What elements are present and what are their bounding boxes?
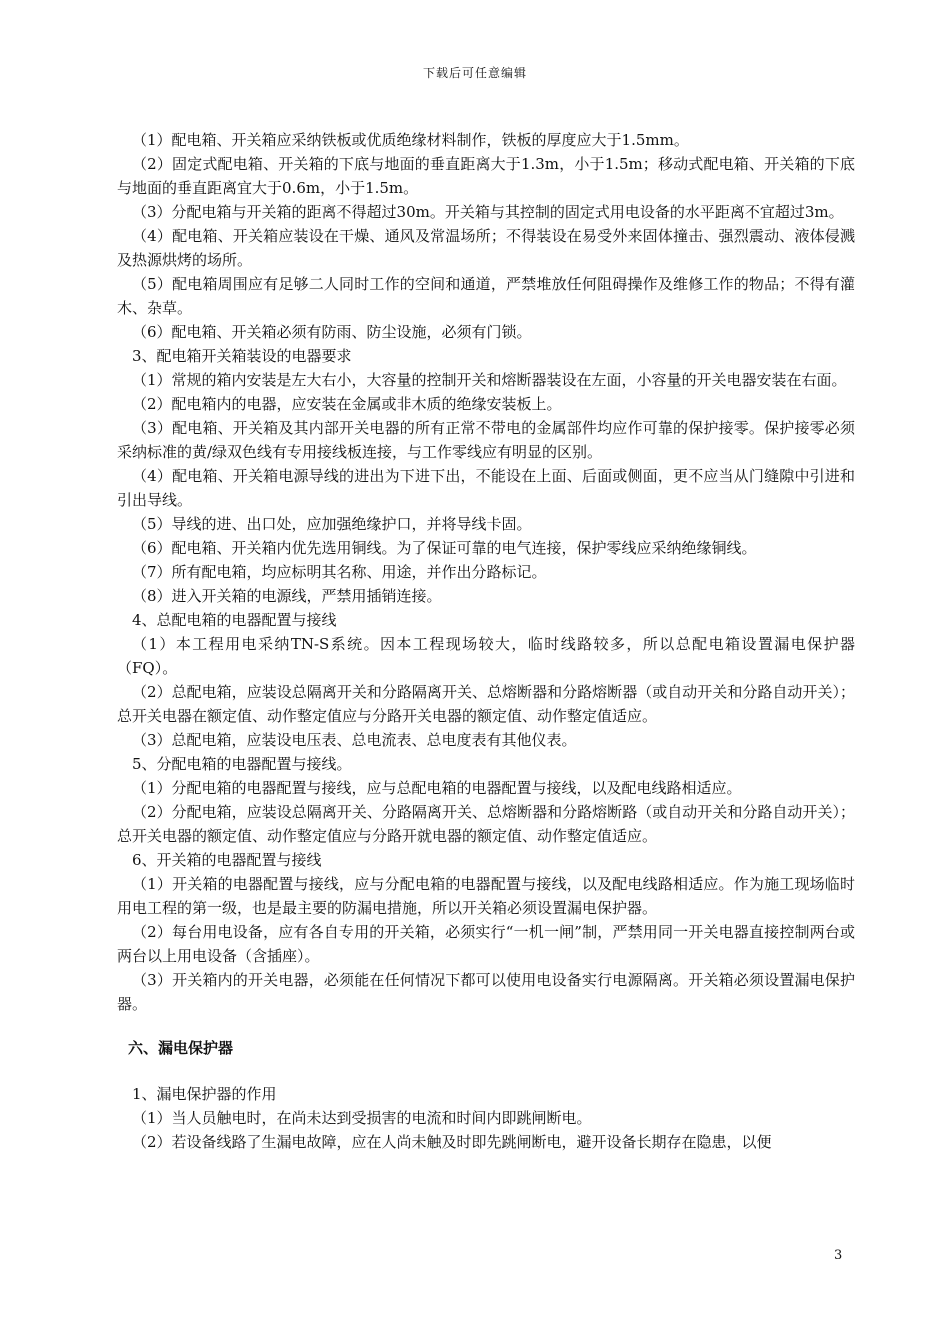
paragraph: （7）所有配电箱，均应标明其名称、用途，并作出分路标记。 xyxy=(132,563,547,581)
paragraph: （1）当人员触电时，在尚未达到受损害的电流和时间内即跳闸断电。 xyxy=(132,1109,592,1127)
paragraph: 4、总配电箱的电器配置与接线 xyxy=(132,611,337,629)
paragraph: （5）配电箱周围应有足够二人同时工作的空间和通道，严禁堆放任何阻碍操作及维修工作的物品；不得有灌木、杂草。 xyxy=(117,275,855,317)
paragraph: （5）导线的进、出口处，应加强绝缘护口，并将导线卡固。 xyxy=(132,515,532,533)
page-header: 下载后可任意编辑 xyxy=(422,66,527,80)
paragraph: （2）每台用电设备，应有各自专用的开关箱，必须实行“一机一闸”制，严禁用同一开关电器直接控制两台或两台以上用电设备（含插座）。 xyxy=(117,923,855,965)
paragraph: （1）配电箱、开关箱应采纳铁板或优质绝缘材料制作，铁板的厚度应大于1.5mm。 xyxy=(132,131,689,149)
paragraph: （1）分配电箱的电器配置与接线，应与总配电箱的电器配置与接线，以及配电线路相适应。 xyxy=(132,779,742,797)
paragraph: （2）若设备线路了生漏电故障，应在人尚未触及时即先跳闸断电，避开设备长期存在隐患，以便 xyxy=(132,1133,772,1151)
page-number: 3 xyxy=(834,1248,843,1263)
paragraph: （1）常规的箱内安装是左大右小，大容量的控制开关和熔断器装设在左面，小容量的开关电器安装在右面。 xyxy=(132,371,847,389)
paragraph: （3）总配电箱，应装设电压表、总电流表、总电度表有其他仪表。 xyxy=(132,731,577,749)
paragraph: （2）总配电箱，应装设总隔离开关和分路隔离开关、总熔断器和分路熔断器（或自动开关和分路自动开关）；总开关电器在额定值、动作整定值应与分路开关电器的额定值、动作整定值适应。 xyxy=(117,683,855,725)
paragraphs-before xyxy=(117,128,855,1016)
paragraphs-after xyxy=(117,1082,855,1154)
paragraph: （8）进入开关箱的电源线，严禁用插销连接。 xyxy=(132,587,442,605)
paragraph: （6）配电箱、开关箱内优先选用铜线。为了保证可靠的电气连接，保护零线应采纳绝缘铜线。 xyxy=(132,539,757,557)
paragraph: 3、配电箱开关箱装设的电器要求 xyxy=(132,347,352,365)
paragraph: （2）固定式配电箱、开关箱的下底与地面的垂直距离大于1.3m，小于1.5m；移动式配电箱、开关箱的下底与地面的垂直距离宜大于0.6m，小于1.5m。 xyxy=(117,155,855,197)
paragraph: （3）开关箱内的开关电器，必须能在任何情况下都可以使用电设备实行电源隔离。开关箱必须设置漏电保护器。 xyxy=(117,971,855,1013)
paragraph: 1、漏电保护器的作用 xyxy=(132,1085,277,1103)
section-title: 六、漏电保护器 xyxy=(128,1039,234,1057)
document-body xyxy=(117,128,855,1154)
paragraph: 6、开关箱的电器配置与接线 xyxy=(132,851,322,869)
paragraph: （3）配电箱、开关箱及其内部开关电器的所有正常不带电的金属部件均应作可靠的保护接零。保护接零必须采纳标准的黄/绿双色线有专用接线板连接，与工作零线应有明显的区别。 xyxy=(117,419,855,461)
paragraph: 5、分配电箱的电器配置与接线。 xyxy=(132,755,352,773)
paragraph: （4）配电箱、开关箱电源导线的进出为下进下出，不能设在上面、后面或侧面，更不应当从门缝隙中引进和引出导线。 xyxy=(117,467,855,509)
paragraph: （1）本工程用电采纳TN-S系统。因本工程现场较大，临时线路较多，所以总配电箱设置漏电保护器（FQ）。 xyxy=(117,635,855,677)
paragraph: （6）配电箱、开关箱必须有防雨、防尘设施，必须有门锁。 xyxy=(132,323,532,341)
paragraph: （4）配电箱、开关箱应装设在干燥、通风及常温场所；不得装设在易受外来固体撞击、强烈震动、液体侵溅及热源烘烤的场所。 xyxy=(117,227,855,269)
paragraph: （3）分配电箱与开关箱的距离不得超过30m。开关箱与其控制的固定式用电设备的水平距离不宜超过3m。 xyxy=(132,203,844,221)
paragraph: （1）开关箱的电器配置与接线，应与分配电箱的电器配置与接线，以及配电线路相适应。作为施工现场临时用电工程的第一级，也是最主要的防漏电措施，所以开关箱必须设置漏电保护器。 xyxy=(117,875,855,917)
paragraph: （2）分配电箱，应装设总隔离开关、分路隔离开关、总熔断器和分路熔断路（或自动开关和分路自动开关）；总开关电器的额定值、动作整定值应与分路开就电器的额定值、动作整定值适应。 xyxy=(117,803,855,845)
paragraph: （2）配电箱内的电器，应安装在金属或非木质的绝缘安装板上。 xyxy=(132,395,562,413)
